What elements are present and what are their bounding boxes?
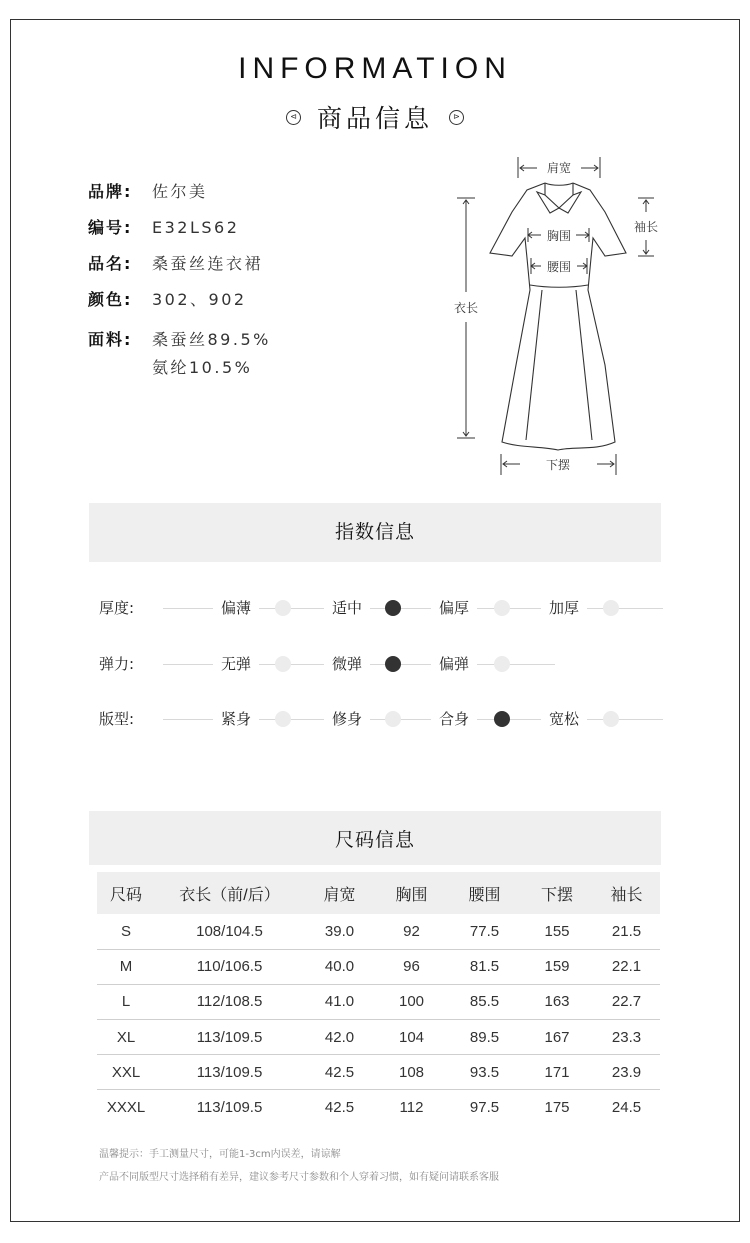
indicator-label: 弹力: [99, 655, 135, 673]
cell-length: 112/108.5 [155, 984, 304, 1019]
option-dot [603, 600, 619, 616]
option-dot-selected [385, 656, 401, 672]
info-key: 面料: [88, 330, 133, 349]
column-header: 肩宽 [304, 872, 375, 914]
cell-shoulder: 42.0 [304, 1020, 375, 1055]
page-title-en: INFORMATION [238, 52, 512, 85]
waist-label: 腰围 [546, 260, 572, 274]
cell-chest: 92 [375, 914, 448, 949]
column-header: 胸围 [375, 872, 448, 914]
cell-hem: 171 [521, 1055, 593, 1090]
option-label: 宽松 [541, 709, 587, 729]
length-measure [457, 198, 475, 438]
cell-chest: 112 [399, 1099, 424, 1117]
info-row-code [88, 218, 271, 238]
index-section-title: 指数信息 [89, 503, 661, 562]
table-row [97, 1055, 660, 1090]
cell-waist: 97.5 [469, 1099, 500, 1117]
info-row-brand [88, 182, 271, 202]
cell-size: XXXL [106, 1099, 146, 1117]
sleeve-label: 袖长 [633, 220, 659, 234]
cell-size: XXL [97, 1055, 155, 1090]
cell-sleeve: 21.5 [593, 914, 660, 949]
option-label: 偏厚 [431, 598, 477, 618]
table-row [97, 1090, 660, 1125]
info-row-name [88, 254, 271, 274]
fabric-line-2: 氨纶10.5% [152, 358, 253, 377]
cell-sleeve: 24.5 [611, 1099, 642, 1117]
info-key: 品名: [88, 254, 133, 273]
indicator-row-thickness [99, 598, 664, 618]
table-row [97, 914, 660, 949]
cell-hem: 159 [521, 949, 593, 984]
table-row [97, 984, 660, 1019]
cell-length: 113/109.5 [155, 1020, 304, 1055]
column-header: 腰围 [448, 872, 521, 914]
cell-hem: 167 [521, 1020, 593, 1055]
cell-length: 108/104.5 [155, 914, 304, 949]
cell-chest: 104 [375, 1020, 448, 1055]
cell-shoulder: 42.5 [304, 1055, 375, 1090]
cell-shoulder: 39.0 [304, 914, 375, 949]
cell-chest: 96 [375, 949, 448, 984]
cell-waist: 81.5 [448, 949, 521, 984]
chest-label: 胸围 [546, 229, 572, 243]
column-header: 衣长（前/后） [155, 872, 304, 914]
shoulder-label: 肩宽 [546, 161, 572, 175]
indicator-row-elasticity [99, 654, 664, 674]
info-row-fabric [88, 330, 271, 382]
size-section-title: 尺码信息 [89, 811, 661, 865]
cell-size: L [97, 984, 155, 1019]
fabric-line-1: 桑蚕丝89.5% [152, 330, 271, 349]
cell-sleeve: 23.3 [593, 1020, 660, 1055]
size-table-header [97, 872, 660, 914]
cell-shoulder: 41.0 [304, 984, 375, 1019]
cell-waist: 93.5 [448, 1055, 521, 1090]
left-arrow-icon: ⊲ [286, 110, 301, 125]
option-dot-selected [494, 711, 510, 727]
size-advice-note: 产品不同版型尺寸选择稍有差异，建议参考尺寸参数和个人穿着习惯，如有疑问请联系客服 [99, 1172, 499, 1183]
cell-length: 110/106.5 [155, 949, 304, 984]
dress-diagram [440, 150, 670, 485]
column-header: 下摆 [521, 872, 593, 914]
info-value: E32LS62 [152, 218, 240, 237]
option-dot [385, 711, 401, 727]
option-label: 合身 [431, 709, 477, 729]
cell-hem: 175 [544, 1099, 570, 1117]
cell-shoulder: 42.5 [324, 1099, 355, 1117]
info-key: 颜色: [88, 290, 133, 309]
option-dot-selected [385, 600, 401, 616]
info-value: 302、902 [152, 290, 247, 309]
option-dot [275, 711, 291, 727]
info-row-color [88, 290, 271, 310]
info-key: 编号: [88, 218, 133, 237]
cell-waist: 77.5 [448, 914, 521, 949]
cell-chest: 108 [375, 1055, 448, 1090]
indicator-row-fit [99, 709, 664, 729]
cell-size: S [97, 914, 155, 949]
indicator-label: 版型: [99, 710, 135, 728]
indicator-label: 厚度: [99, 599, 135, 617]
option-dot [494, 600, 510, 616]
cell-sleeve: 22.7 [593, 984, 660, 1019]
info-value [152, 326, 271, 382]
option-label: 偏弹 [431, 654, 477, 674]
cell-size: XL [97, 1020, 155, 1055]
length-label: 衣长 [453, 301, 479, 315]
option-label: 加厚 [541, 598, 587, 618]
option-label: 无弹 [213, 654, 259, 674]
cell-chest: 100 [375, 984, 448, 1019]
cell-sleeve: 22.1 [593, 949, 660, 984]
page-title-cn-row [0, 99, 750, 135]
option-label: 修身 [324, 709, 370, 729]
measurement-note: 温馨提示：手工测量尺寸，可能1-3cm内误差，请谅解 [99, 1149, 341, 1160]
option-label: 偏薄 [213, 598, 259, 618]
column-header: 尺码 [97, 872, 155, 914]
cell-hem: 163 [521, 984, 593, 1019]
right-arrow-icon: ⊳ [449, 110, 464, 125]
dress-illustration [440, 150, 670, 485]
option-label: 适中 [324, 598, 370, 618]
size-table [97, 872, 660, 1125]
option-dot [275, 656, 291, 672]
option-dot [603, 711, 619, 727]
hem-label: 下摆 [545, 458, 571, 472]
cell-length: 113/109.5 [196, 1099, 263, 1117]
page-title-cn: 商品信息 [316, 104, 433, 133]
column-header: 袖长 [593, 872, 660, 914]
info-value: 桑蚕丝连衣裙 [152, 254, 264, 273]
table-row [97, 1020, 660, 1055]
cell-hem: 155 [521, 914, 593, 949]
option-label: 紧身 [213, 709, 259, 729]
cell-size: M [97, 949, 155, 984]
cell-waist: 89.5 [448, 1020, 521, 1055]
cell-waist: 85.5 [448, 984, 521, 1019]
product-info [88, 182, 271, 398]
option-dot [275, 600, 291, 616]
cell-shoulder: 40.0 [304, 949, 375, 984]
info-value: 佐尔美 [152, 182, 208, 201]
table-row [97, 949, 660, 984]
cell-sleeve: 23.9 [593, 1055, 660, 1090]
option-label: 微弹 [324, 654, 370, 674]
option-dot [494, 656, 510, 672]
info-key: 品牌: [88, 182, 133, 201]
cell-length: 113/109.5 [155, 1055, 304, 1090]
